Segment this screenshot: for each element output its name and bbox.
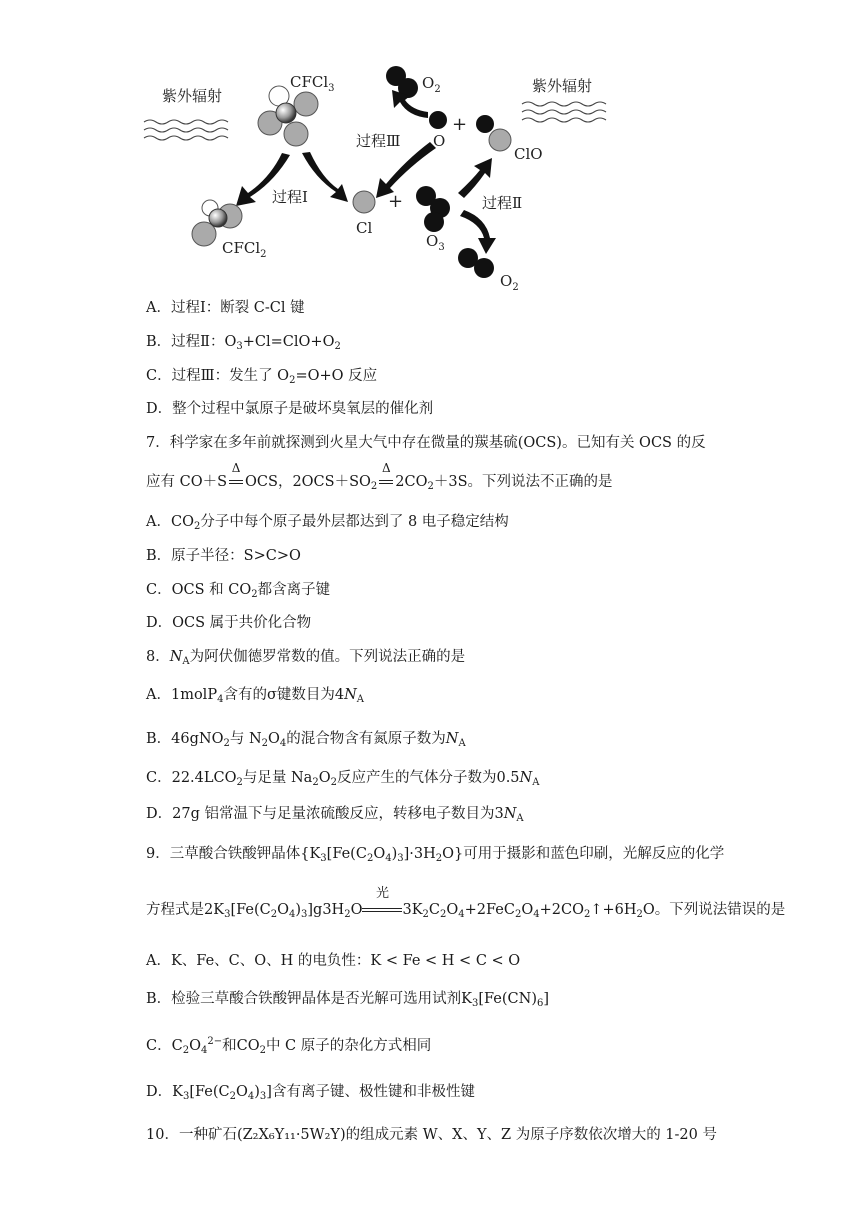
q9-stem-line1: 9．三草酸合铁酸钾晶体$\{K_3[Fe(C_2O_4)_3]\cdot 3H_2O\}$可用于摄影和蓝色印刷，光解反应的化学 (146, 846, 725, 864)
cl-label: Cl (356, 219, 373, 237)
q6-option-c: C．过程Ⅲ：发生了 $O_2=O+O$ 反应 (146, 368, 378, 386)
o2-top-molecule (386, 66, 418, 98)
q6-option-b: B．过程Ⅱ：$O_3+Cl=ClO+O_2$ (146, 334, 341, 352)
q7-option-b: B．原子半径：S>C>O (146, 548, 301, 564)
o-atom (429, 111, 447, 129)
q9-stem-line2: 方程式是$2K_3[Fe(C_2O_4)_3]g3H_2O$ 光 $3K_2C_2O_4+2FeC_2O_4+2CO_2↑+6H_2O$。下列说法错误的是 (146, 886, 786, 920)
plus-sign-lower: + (388, 191, 404, 212)
q8-stem: 8．$N_A$为阿伏伽德罗常数的值。下列说法正确的是 (146, 649, 466, 667)
clo-label: ClO (514, 145, 543, 163)
q8-option-a: A．1molP$_4$含有的σ键数目为$4N_A$ (146, 687, 364, 705)
o-label: O (433, 132, 446, 150)
uv-waves-left (144, 120, 228, 140)
o2-bottom-label: $O_2$ (500, 272, 519, 293)
q10-stem: 10．一种矿石(Z₂X₆Y₁₁·5W₂Y)的组成元素 W、X、Y、Z 为原子序数依次增大的 1-20 号 (146, 1127, 717, 1143)
o2-bottom-molecule (458, 248, 494, 278)
plus-sign-upper: + (452, 114, 468, 135)
q8-option-c: C．$22.4LCO_2$与足量 $Na_2O_2$反应产生的气体分子数为$0.5N_A$ (146, 770, 540, 788)
process2-label: 过程Ⅱ (482, 194, 523, 212)
q6-option-d: D．整个过程中氯原子是破坏臭氧层的催化剂 (146, 401, 434, 417)
uv-waves-right (522, 102, 606, 122)
q6-option-a: A．过程Ⅰ：断裂 C-Cl 键 (146, 300, 305, 316)
q7-stem-line1: 7．科学家在多年前就探测到火星大气中存在微量的羰基硫(OCS)。已知有关 OCS 的反 (146, 435, 706, 451)
o3-label: $O_3$ (426, 232, 445, 253)
cfcl3-label: CFCl$_3$ (290, 73, 335, 94)
q9-option-b: B．检验三草酸合铁酸钾晶体是否光解可选用试剂$K_3[Fe(CN)_6]$ (146, 991, 550, 1009)
q8-option-b: B．46gNO$_2$与 $N_2O_4$的混合物含有氮原子数为$N_A$ (146, 731, 466, 749)
q7-option-a: A．$CO_2$分子中每个原子最外层都达到了 8 电子稳定结构 (146, 514, 509, 532)
o3-molecule (416, 186, 450, 232)
process1-label: 过程Ⅰ (272, 188, 308, 206)
o2-top-label: $O_2$ (422, 74, 441, 95)
cl-atom (353, 191, 375, 213)
q9-option-c: C．$C_2O_4^{2-}$和$CO_2$中 C 原子的杂化方式相同 (146, 1036, 432, 1056)
q7-stem-line2: 应有 CO＋S Δ OCS，$2OCS+SO_2$ Δ $2CO_2+3S$。下列说法不正确的是 (146, 461, 613, 492)
q9-option-a: A．K、Fe、C、O、H 的电负性：K < Fe < H < C < O (146, 953, 521, 969)
ozone-depletion-diagram (130, 58, 730, 293)
uv-label-left: 紫外辐射 (162, 87, 223, 105)
q7-option-c: C．OCS 和 $CO_2$都含离子键 (146, 582, 331, 600)
cfcl3-molecule (258, 86, 318, 146)
q7-option-d: D．OCS 属于共价化合物 (146, 615, 312, 631)
q8-option-d: D．27g 铝常温下与足量浓硫酸反应，转移电子数目为$3N_A$ (146, 806, 524, 824)
q9-option-d: D．$K_3[Fe(C_2O_4)_3]$含有离子键、极性键和非极性键 (146, 1084, 475, 1102)
uv-label-right: 紫外辐射 (532, 77, 593, 95)
clo-molecule (476, 115, 511, 151)
process3-label: 过程Ⅲ (356, 132, 401, 150)
cfcl2-label: CFCl$_2$ (222, 239, 267, 260)
